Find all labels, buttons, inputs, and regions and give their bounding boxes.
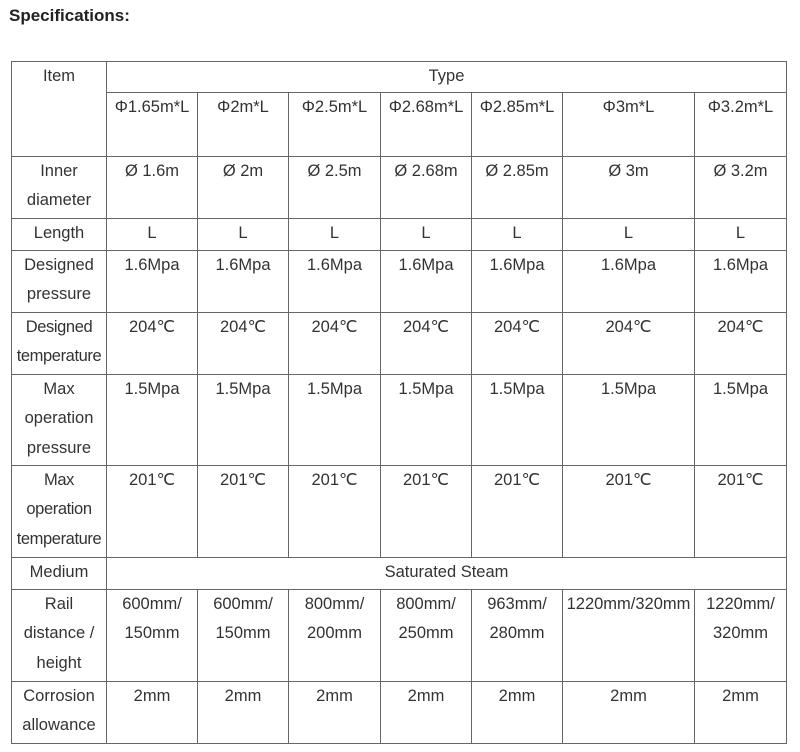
cell: 1220mm/320mm	[563, 589, 695, 681]
cell: 201℃	[289, 465, 381, 557]
type-model-6: Φ3m*L	[563, 92, 695, 156]
cell: Ø 2.68m	[381, 156, 472, 218]
cell: Ø 2.5m	[289, 156, 381, 218]
row-label: Corrosion allowance	[12, 681, 107, 743]
row-length	[12, 218, 787, 250]
row-inner-diameter	[12, 156, 787, 218]
cell: 1.6Mpa	[289, 250, 381, 312]
cell: 2mm	[381, 681, 472, 743]
cell: Ø 2.85m	[472, 156, 563, 218]
row-rail-distance-height	[12, 589, 787, 681]
cell: 201℃	[695, 465, 787, 557]
row-max-operation-temperature	[12, 465, 787, 557]
row-corrosion-allowance	[12, 681, 787, 743]
row-max-operation-pressure	[12, 374, 787, 465]
cell: 204℃	[198, 312, 289, 374]
cell: 1.5Mpa	[381, 374, 472, 465]
cell: L	[107, 218, 198, 250]
medium-value: Saturated Steam	[107, 557, 787, 589]
type-model-4: Φ2.68m*L	[381, 92, 472, 156]
cell: 1.5Mpa	[289, 374, 381, 465]
cell: L	[563, 218, 695, 250]
cell: 2mm	[198, 681, 289, 743]
cell: L	[472, 218, 563, 250]
item-header: Item	[12, 62, 107, 157]
cell: Ø 3m	[563, 156, 695, 218]
cell: 1.5Mpa	[198, 374, 289, 465]
row-designed-pressure	[12, 250, 787, 312]
section-heading: Specifications:	[9, 6, 130, 25]
cell: 1.6Mpa	[381, 250, 472, 312]
cell: 1.5Mpa	[107, 374, 198, 465]
cell: 201℃	[107, 465, 198, 557]
cell: 204℃	[695, 312, 787, 374]
cell: L	[695, 218, 787, 250]
cell: 2mm	[107, 681, 198, 743]
row-label	[12, 312, 107, 374]
cell: 1.5Mpa	[563, 374, 695, 465]
cell: 204℃	[381, 312, 472, 374]
row-label-line-1: Max	[44, 470, 74, 489]
row-label: Designed pressure	[12, 250, 107, 312]
cell: 1.6Mpa	[695, 250, 787, 312]
row-label: Inner diameter	[12, 156, 107, 218]
cell: 963mm/ 280mm	[472, 589, 563, 681]
cell: 800mm/ 200mm	[289, 589, 381, 681]
cell: 201℃	[472, 465, 563, 557]
cell: 800mm/ 250mm	[381, 589, 472, 681]
type-model-1: Φ1.65m*L	[107, 92, 198, 156]
row-label	[12, 465, 107, 557]
row-label-line-2: operation	[26, 500, 92, 518]
cell: 1.5Mpa	[695, 374, 787, 465]
row-label-line-1: Designed	[25, 317, 93, 336]
cell: L	[381, 218, 472, 250]
cell: 1.6Mpa	[563, 250, 695, 312]
cell: 201℃	[198, 465, 289, 557]
cell: 1.6Mpa	[472, 250, 563, 312]
header-row-models	[12, 92, 787, 156]
cell: 201℃	[563, 465, 695, 557]
cell: 204℃	[107, 312, 198, 374]
header-row-type	[12, 62, 787, 93]
cell: 2mm	[563, 681, 695, 743]
type-header: Type	[107, 62, 787, 93]
row-label: Rail distance / height	[12, 589, 107, 681]
type-model-3: Φ2.5m*L	[289, 92, 381, 156]
row-label: Medium	[12, 557, 107, 589]
cell: 1.6Mpa	[198, 250, 289, 312]
row-label-line-3: temperature	[16, 529, 102, 548]
row-label: Max operation pressure	[12, 374, 107, 465]
row-designed-temperature	[12, 312, 787, 374]
cell: 204℃	[563, 312, 695, 374]
cell: Ø 1.6m	[107, 156, 198, 218]
row-medium	[12, 557, 787, 589]
specifications-table	[11, 61, 787, 744]
row-label-line-2: temperature	[16, 347, 102, 365]
cell: 204℃	[289, 312, 381, 374]
cell: 2mm	[695, 681, 787, 743]
cell: Ø 2m	[198, 156, 289, 218]
cell: 201℃	[381, 465, 472, 557]
cell: 2mm	[472, 681, 563, 743]
type-model-2: Φ2m*L	[198, 92, 289, 156]
type-model-7: Φ3.2m*L	[695, 92, 787, 156]
cell: 1.5Mpa	[472, 374, 563, 465]
cell: 600mm/ 150mm	[107, 589, 198, 681]
cell: 1220mm/ 320mm	[695, 589, 787, 681]
cell: L	[198, 218, 289, 250]
cell: 204℃	[472, 312, 563, 374]
cell: Ø 3.2m	[695, 156, 787, 218]
cell: 1.6Mpa	[107, 250, 198, 312]
row-label: Length	[12, 218, 107, 250]
cell: 2mm	[289, 681, 381, 743]
type-model-5: Φ2.85m*L	[472, 92, 563, 156]
cell: L	[289, 218, 381, 250]
cell: 600mm/ 150mm	[198, 589, 289, 681]
